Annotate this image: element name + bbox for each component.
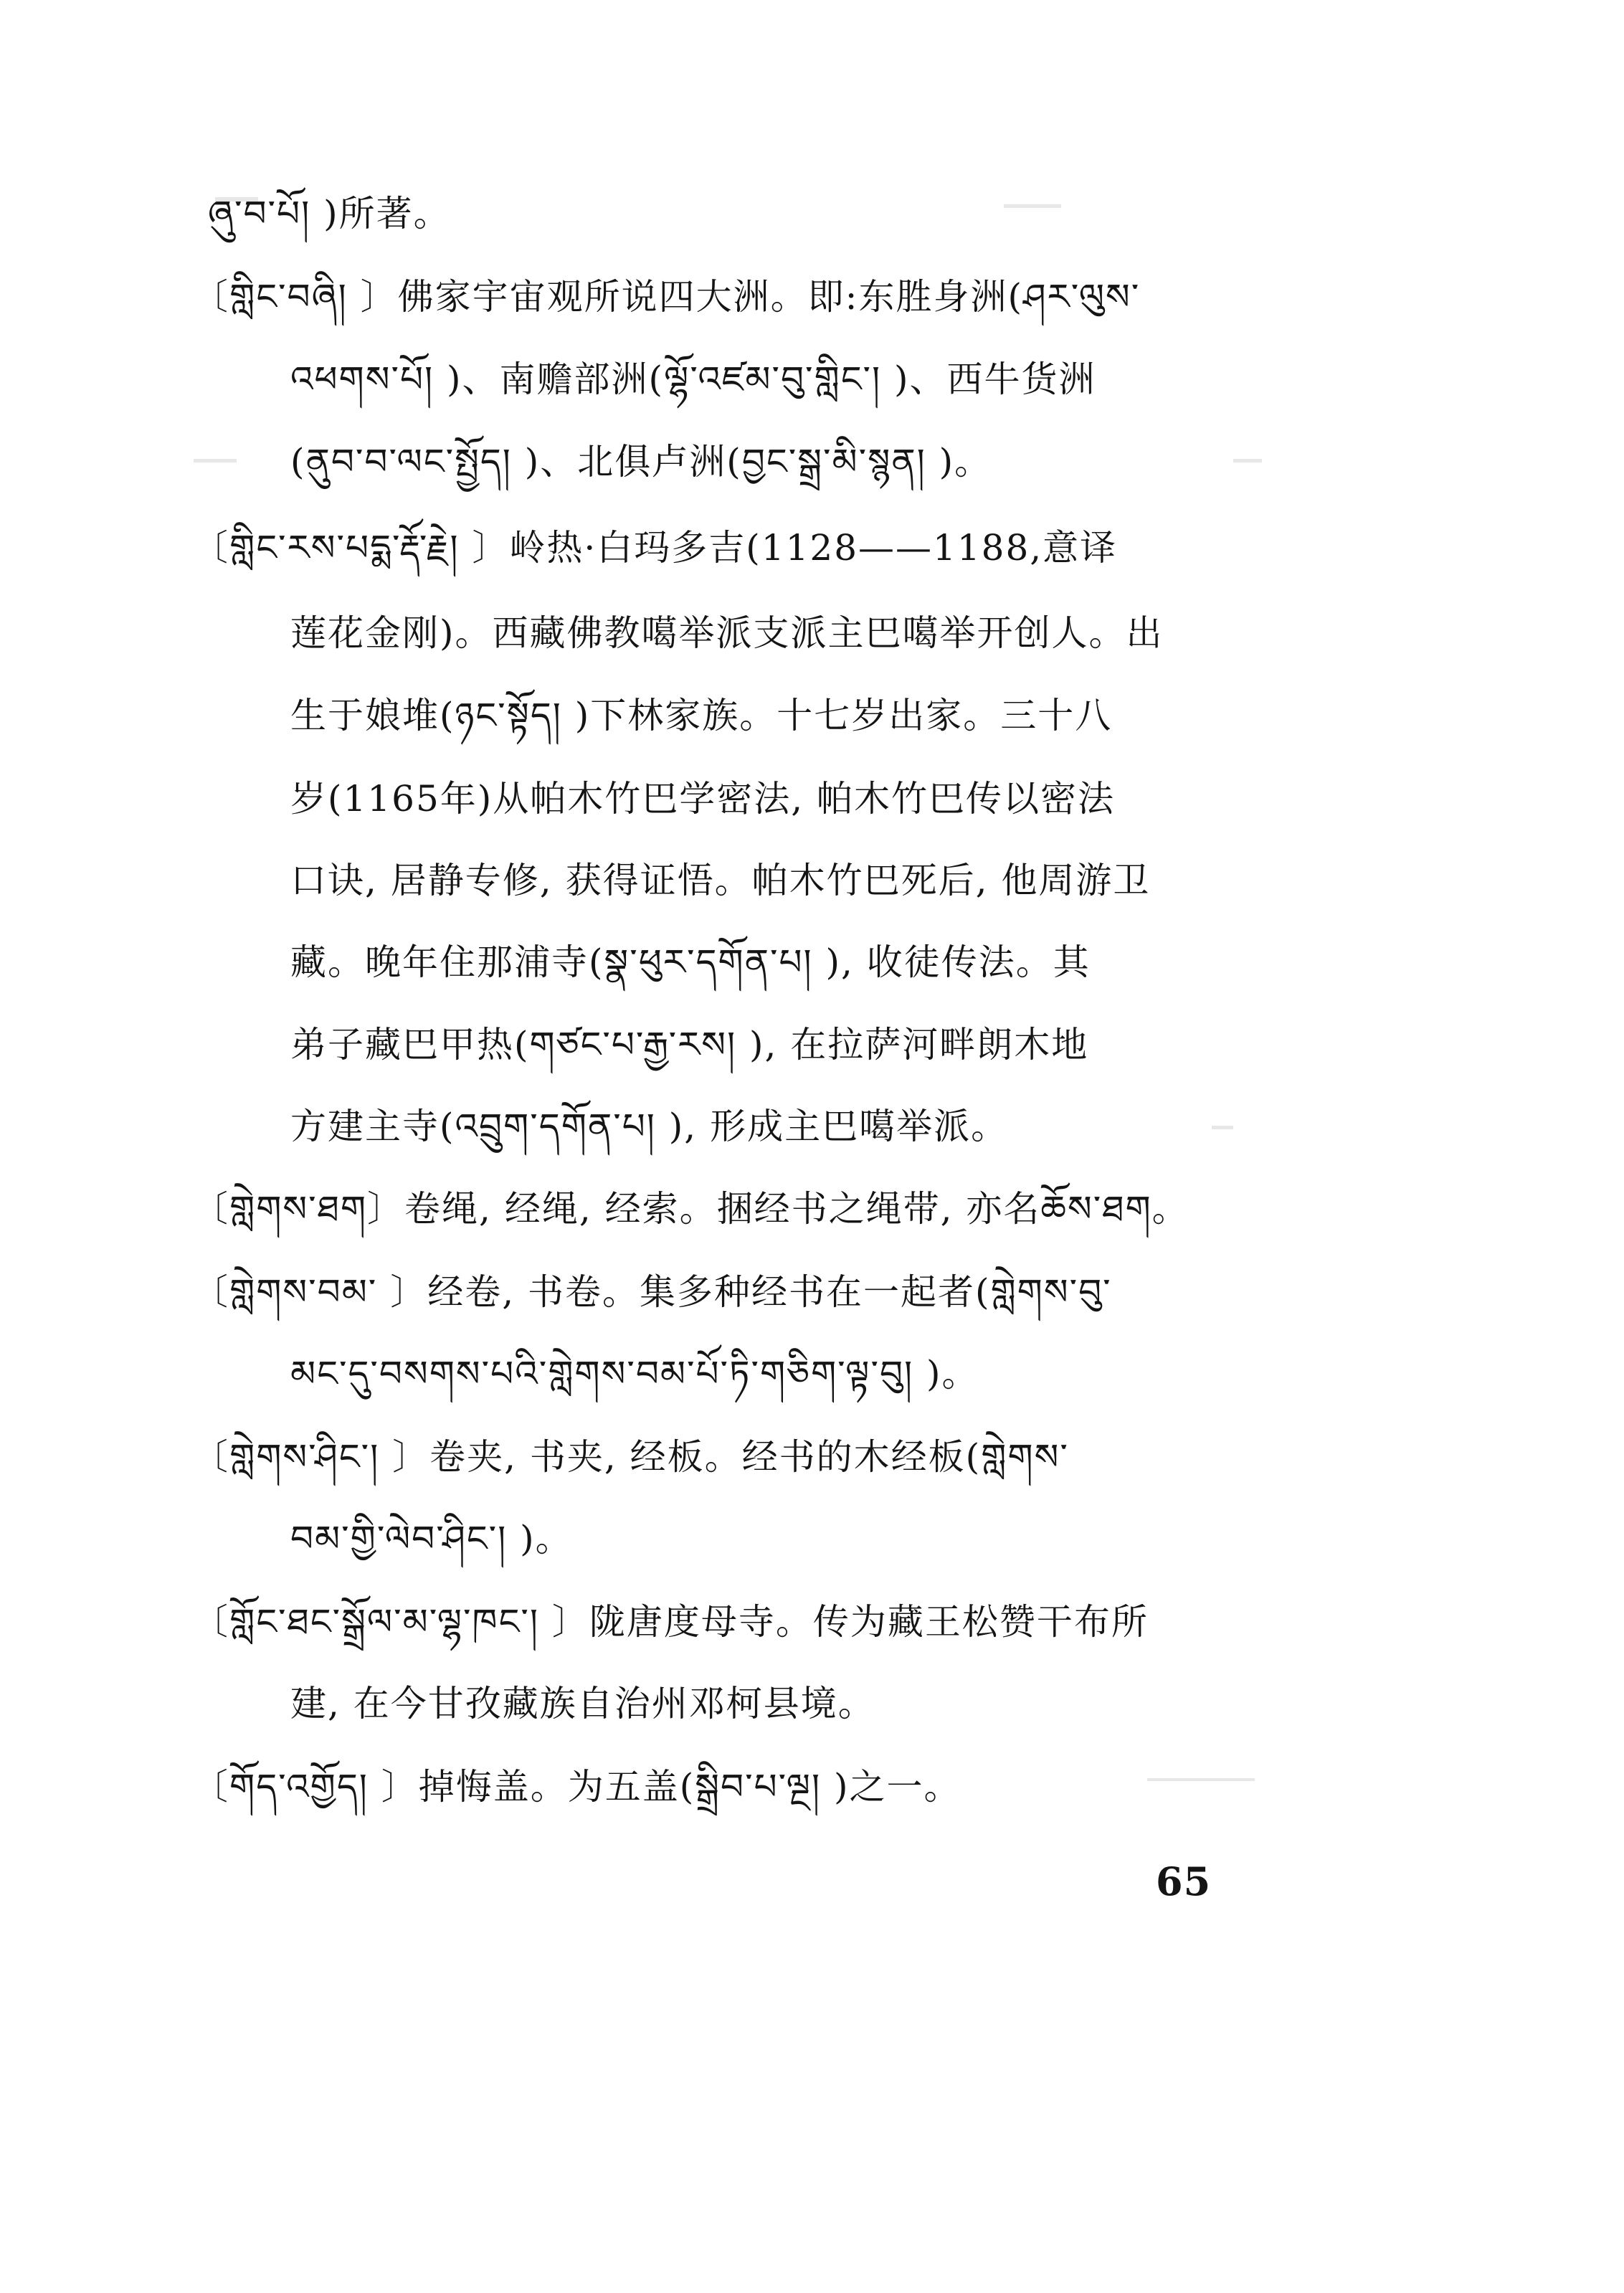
scan-noise xyxy=(194,459,237,462)
scan-noise xyxy=(1147,1778,1255,1781)
text-line: 生于娘堆(ཉང་སྟོད། )下林家族。十七岁出家。三十八 xyxy=(290,695,1113,736)
text-line: (ནུབ་བ་ལང་སྤྱོད། )、北俱卢洲(བྱང་སྒྲ་མི་སྙན། )。 xyxy=(290,441,992,483)
scan-noise xyxy=(1233,459,1262,462)
text-line: 口诀, 居静专修, 获得证悟。帕木竹巴死后, 他周游卫 xyxy=(290,860,1151,901)
entry-headline: 〔གླེགས་ཐག〕卷绳, 经绳, 经索。捆经书之绳带, 亦名ཆོས་ཐག。 xyxy=(192,1188,1189,1230)
text-line: 莲花金刚)。西藏佛教噶举派支派主巴噶举开创人。出 xyxy=(290,612,1164,654)
scan-noise xyxy=(215,197,258,201)
text-line: འཕགས་པོ། )、南赡部洲(ལྷོ་འཛམ་བུ་གླིང་། )、西牛货洲 xyxy=(290,359,1096,400)
entry-headline: 〔གོད་འགྱོད། 〕掉悔盖。为五盖(སྒྲིབ་པ་ལྔ། )之一。 xyxy=(192,1766,961,1808)
page-number: 65 xyxy=(1156,1858,1212,1904)
text-line: 建, 在今甘孜藏族自治州邓柯县境。 xyxy=(290,1683,875,1724)
text-line: བམ་གྱི་ལེབ་ཤིང་། )。 xyxy=(290,1518,573,1559)
entry-headline: 〔གླེགས་བམ་ 〕经卷, 书卷。集多种经书在一起者(གླེགས་བུ་ xyxy=(192,1271,1112,1313)
entry-headline: 〔གླིང་རས་པདྨ་རྡོ་རྗེ། 〕岭热·白玛多吉(1128——1188,意译 xyxy=(192,527,1118,569)
text-line: ཞུ་བ་པོ། )所著。 xyxy=(208,193,451,234)
entry-headline: 〔གློང་ཐང་སྒྲོལ་མ་ལྷ་ཁང་། 〕陇唐度母寺。传为藏王松赞干布所 xyxy=(192,1601,1149,1643)
text-line: 弟子藏巴甲热(གཙང་པ་རྒྱ་རས། ), 在拉萨河畔朗木地 xyxy=(290,1024,1089,1065)
entry-headline: 〔གླིང་བཞི། 〕佛家宇宙观所说四大洲。即:东胜身洲(ཤར་ལུས་ xyxy=(192,276,1141,318)
scan-noise xyxy=(1212,1126,1233,1129)
entry-headline: 〔གླེགས་ཤིང་། 〕卷夹, 书夹, 经板。经书的木经板(གླེགས་ xyxy=(192,1436,1069,1478)
text-line: མང་དུ་བསགས་པའི་གླེགས་བམ་པོ་ཏི་གཅིག་ལྟ་བུ། )。 xyxy=(290,1353,979,1395)
text-line: 岁(1165年)从帕木竹巴学密法, 帕木竹巴传以密法 xyxy=(290,778,1116,820)
scan-noise xyxy=(1004,204,1061,208)
text-line: 藏。晚年住那浦寺(སྣ་ཕུར་དགོན་པ། ), 收徒传法。其 xyxy=(290,941,1091,983)
text-line: 方建主寺(འབྲུག་དགོན་པ། ), 形成主巴噶举派。 xyxy=(290,1106,1009,1147)
